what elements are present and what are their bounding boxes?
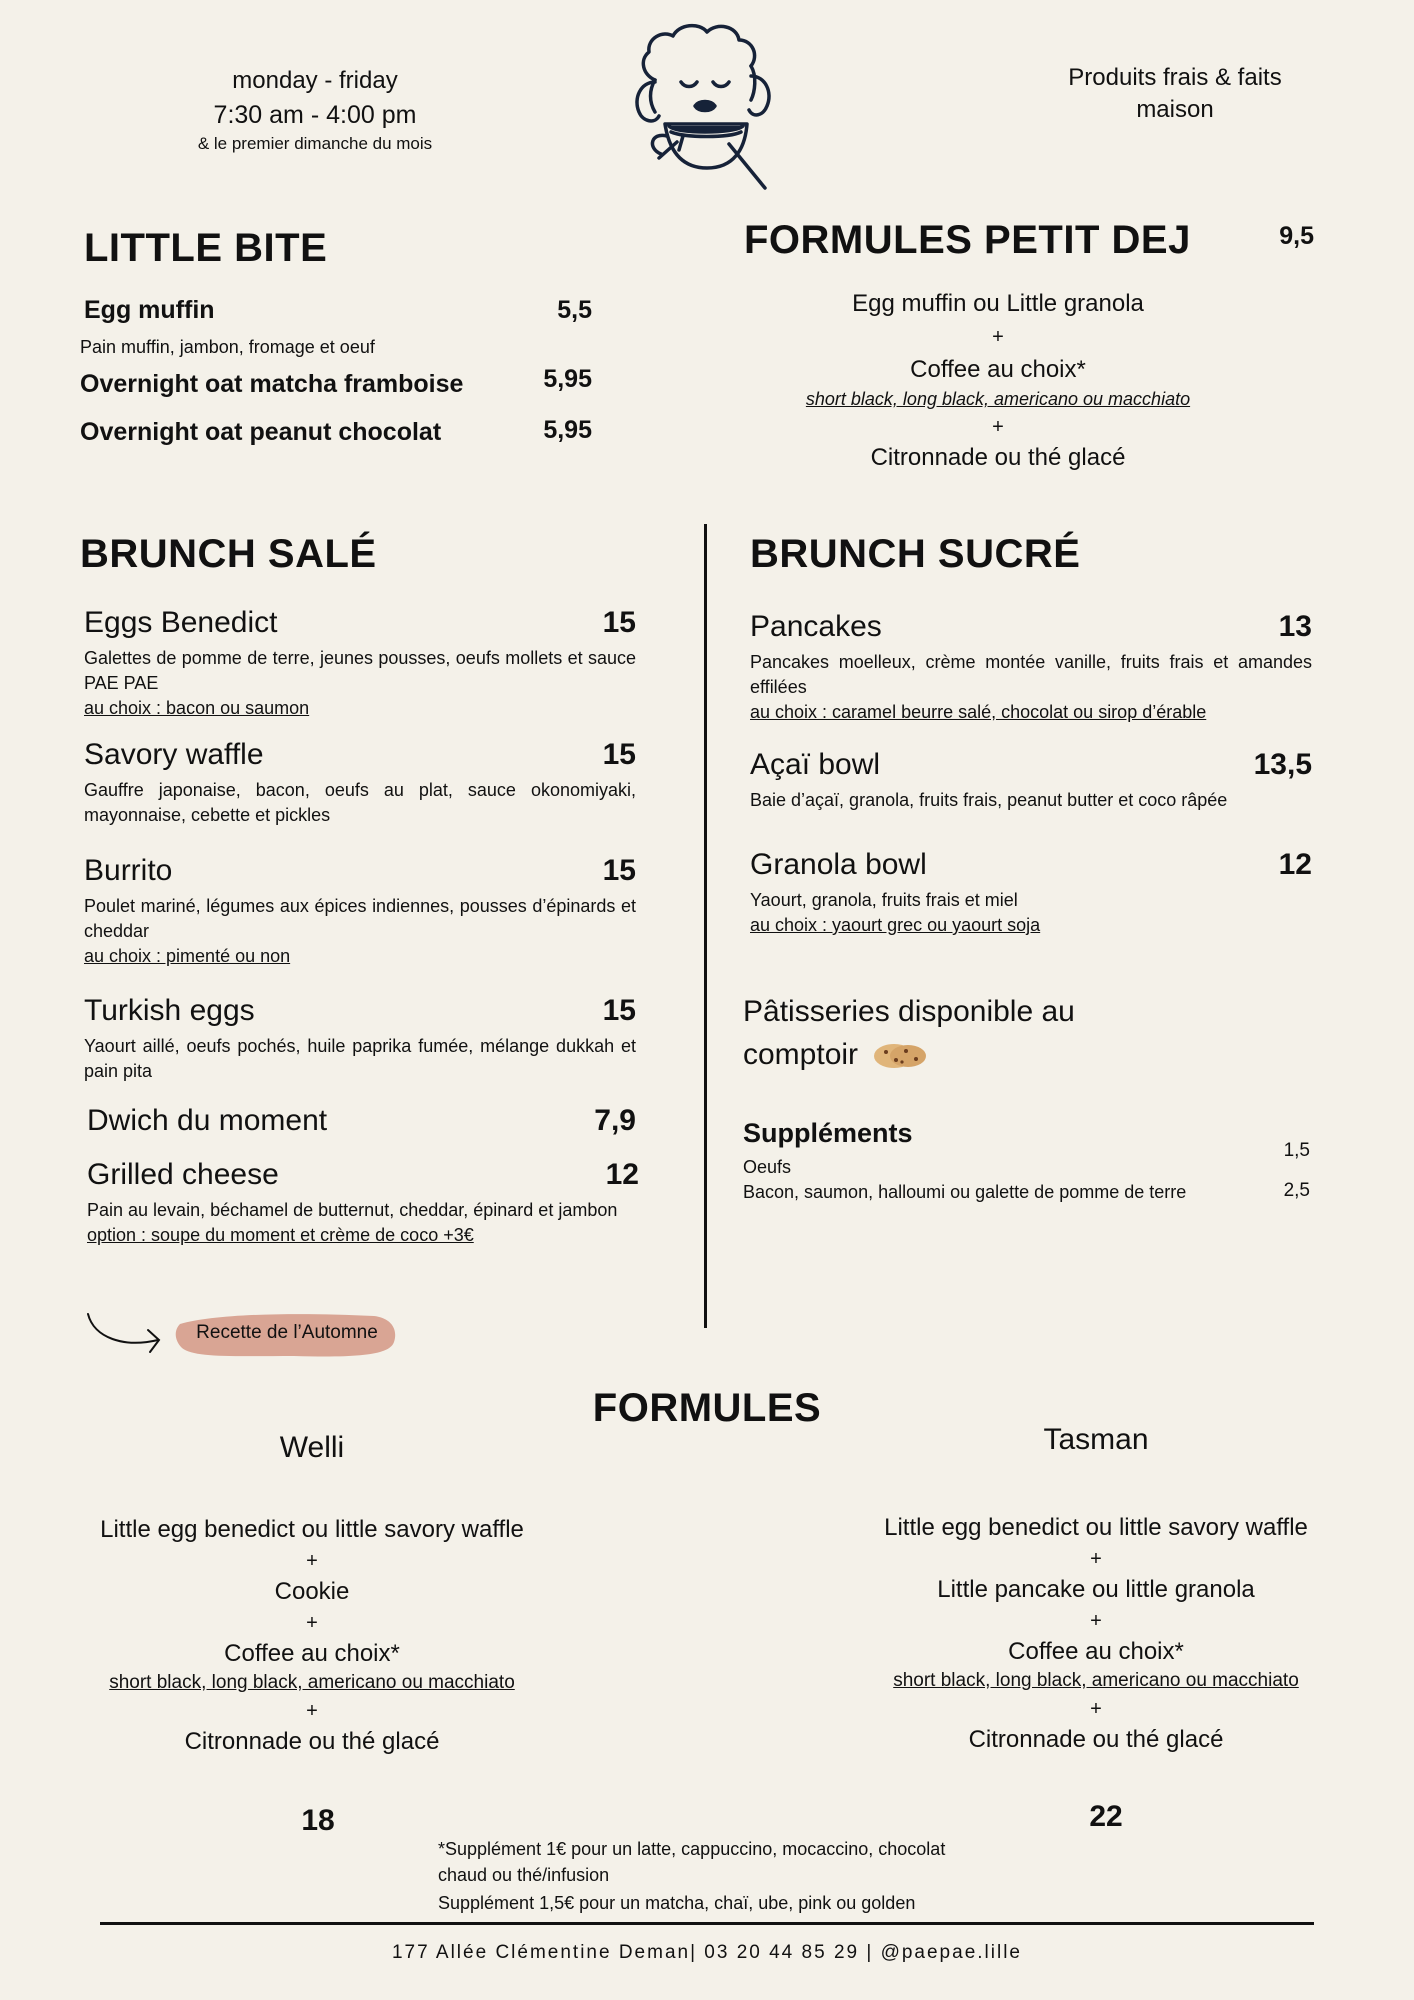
menu-item-desc: Poulet mariné, légumes aux épices indiennes, pousses d’épinards et cheddar xyxy=(84,896,636,941)
little-bite-item-price: 5,95 xyxy=(543,416,592,444)
menu-item-name: Granola bowl xyxy=(750,848,927,881)
little-bite-item-name: Overnight oat peanut chocolat xyxy=(80,418,442,446)
patisseries-line: comptoir xyxy=(743,1038,859,1071)
menu-item-choice: option : soupe du moment et crème de coco +3€ xyxy=(87,1225,474,1245)
menu-item xyxy=(84,854,636,994)
formule-line: Little pancake ou little granola xyxy=(937,1576,1255,1603)
formule-line: Citronnade ou thé glacé xyxy=(184,1728,440,1755)
hours-days: monday - friday xyxy=(232,67,398,94)
menu-item xyxy=(84,994,636,1104)
little-bite-item-price: 5,95 xyxy=(543,365,592,393)
formule-tasman xyxy=(846,1420,1346,1756)
formule-line: Little egg benedict ou little savory waffle xyxy=(884,1514,1308,1541)
petit-dej-line: Egg muffin ou Little granola xyxy=(852,290,1144,317)
hours-note: & le premier dimanche du mois xyxy=(197,134,433,153)
patisseries-line: Pâtisseries disponible au xyxy=(743,995,1075,1028)
petit-dej-contents xyxy=(748,288,1248,474)
menu-item xyxy=(84,1158,639,1248)
plus-sign: + xyxy=(1090,1548,1102,1570)
formule-line: Citronnade ou thé glacé xyxy=(968,1726,1224,1753)
menu-item-desc: Gauffre japonaise, bacon, oeufs au plat, sauce okonomiyaki, mayonnaise, cebette et pickles xyxy=(84,780,636,825)
menu-item-desc: Baie d’açaï, granola, fruits frais, peanut butter et coco râpée xyxy=(750,790,1228,810)
petit-dej-line: Coffee au choix* xyxy=(910,356,1086,383)
plus-sign: + xyxy=(306,1550,318,1572)
plus-sign: + xyxy=(1090,1610,1102,1632)
menu-item-desc: Yaourt aillé, oeufs pochés, huile paprika fumée, mélange dukkah et pain pita xyxy=(84,1036,636,1081)
brunch-sucre-title: BRUNCH SUCRÉ xyxy=(750,532,1081,576)
menu-item-price: 13,5 xyxy=(1253,748,1312,781)
seasonal-badge xyxy=(174,1308,400,1362)
petit-dej-price: 9,5 xyxy=(1279,222,1314,250)
footer-rule xyxy=(100,1922,1314,1925)
column-divider xyxy=(704,524,707,1328)
little-bite-title: LITTLE BITE xyxy=(84,226,328,270)
menu-item-desc: Galettes de pomme de terre, jeunes pousses, oeufs mollets et sauce PAE PAE xyxy=(84,648,636,693)
menu-item-choice: au choix : pimenté ou non xyxy=(84,946,291,966)
coffee-footnote: Supplément 1,5€ pour un matcha, chaï, ube, pink ou golden xyxy=(438,1893,916,1913)
plus-sign: + xyxy=(1090,1698,1102,1720)
menu-item-desc: Pancakes moelleux, crème montée vanille, fruits frais et amandes effilées xyxy=(750,652,1312,697)
formule-coffee-options: short black, long black, americano ou macchiato xyxy=(893,1670,1299,1691)
menu-item-name: Açaï bowl xyxy=(750,748,881,781)
menu-item-price: 12 xyxy=(1278,848,1312,881)
supplement-price: 1,5 xyxy=(1283,1140,1310,1161)
menu-item xyxy=(84,1104,636,1158)
little-bite-item-price: 5,5 xyxy=(557,296,592,324)
menu-item-name: Eggs Benedict xyxy=(84,606,278,639)
plus-sign: + xyxy=(306,1700,318,1722)
menu-item-name: Burrito xyxy=(84,854,173,887)
brunch-sucre-list xyxy=(750,610,1312,938)
menu-item-desc: Yaourt, granola, fruits frais et miel xyxy=(750,890,1018,910)
menu-item-price: 13 xyxy=(1278,610,1312,643)
opening-hours xyxy=(140,64,490,156)
menu-item-choice: au choix : bacon ou saumon xyxy=(84,698,310,718)
menu-item-name: Dwich du moment xyxy=(87,1104,328,1137)
menu-item-choice: au choix : yaourt grec ou yaourt soja xyxy=(750,915,1041,935)
supplement-price: 2,5 xyxy=(1283,1180,1310,1201)
little-bite-item-name: Egg muffin xyxy=(84,296,215,324)
hours-time: 7:30 am - 4:00 pm xyxy=(213,101,417,129)
menu-item-price: 15 xyxy=(602,854,636,887)
plus-sign: + xyxy=(992,416,1004,438)
formule-line: Coffee au choix* xyxy=(224,1640,400,1667)
footer-contact: 177 Allée Clémentine Deman| 03 20 44 85 29 | @paepae.lille xyxy=(391,1942,1022,1963)
coffee-footnote: *Supplément 1€ pour un latte, cappuccino, mocaccino, chocolat chaud ou thé/infusion xyxy=(438,1839,946,1885)
petit-dej-line: Citronnade ou thé glacé xyxy=(870,444,1126,471)
little-bite-item-name: Overnight oat matcha framboise xyxy=(80,370,464,398)
sheep-with-coffee-cup-icon xyxy=(625,20,785,195)
formule-name: Welli xyxy=(279,1431,345,1464)
petit-dej-title: FORMULES PETIT DEJ xyxy=(744,218,1191,262)
menu-item-name: Turkish eggs xyxy=(84,994,255,1027)
menu-item xyxy=(84,738,636,854)
formule-welli xyxy=(62,1428,562,1758)
menu-item-price: 7,9 xyxy=(594,1104,636,1137)
plus-sign: + xyxy=(992,326,1004,348)
patisseries-note xyxy=(743,990,1075,1076)
seasonal-badge-label: Recette de l’Automne xyxy=(196,1322,378,1343)
menu-item-choice: au choix : caramel beurre salé, chocolat ou sirop d’érable xyxy=(750,702,1207,722)
formules-title: FORMULES xyxy=(592,1386,822,1430)
supplement-name: Oeufs xyxy=(743,1157,792,1177)
menu-item-desc: Pain au levain, béchamel de butternut, cheddar, épinard et jambon xyxy=(87,1200,618,1220)
brunch-sale-title: BRUNCH SALÉ xyxy=(80,532,377,576)
tagline: Produits frais & faits maison xyxy=(1068,64,1282,123)
menu-item-price: 15 xyxy=(602,994,636,1027)
menu-item xyxy=(750,748,1312,848)
formule-price: 22 xyxy=(1089,1800,1123,1833)
menu-item xyxy=(750,610,1312,748)
menu-item-name: Savory waffle xyxy=(84,738,264,771)
supplement-name: Bacon, saumon, halloumi ou galette de pomme de terre xyxy=(743,1182,1187,1202)
formule-coffee-options: short black, long black, americano ou macchiato xyxy=(109,1672,515,1693)
menu-item-price: 15 xyxy=(602,738,636,771)
menu-item-price: 15 xyxy=(602,606,636,639)
formule-line: Coffee au choix* xyxy=(1008,1638,1184,1665)
curved-arrow-icon xyxy=(84,1308,164,1358)
menu-item xyxy=(750,848,1312,938)
formule-price: 18 xyxy=(301,1804,335,1837)
plus-sign: + xyxy=(306,1612,318,1634)
petit-dej-coffee-options: short black, long black, americano ou macchiato xyxy=(805,389,1191,409)
menu-item-price: 12 xyxy=(605,1158,639,1191)
cookies-icon xyxy=(872,1038,928,1072)
formule-line: Cookie xyxy=(274,1578,350,1605)
brunch-sale-list xyxy=(84,606,639,1248)
little-bite-item-desc: Pain muffin, jambon, fromage et oeuf xyxy=(80,337,375,357)
menu-item-name: Grilled cheese xyxy=(87,1158,279,1191)
menu-item-name: Pancakes xyxy=(750,610,882,643)
formule-name: Tasman xyxy=(1043,1423,1149,1456)
supplements-title: Suppléments xyxy=(743,1118,913,1148)
formule-line: Little egg benedict ou little savory waffle xyxy=(100,1516,524,1543)
menu-item xyxy=(84,606,636,738)
